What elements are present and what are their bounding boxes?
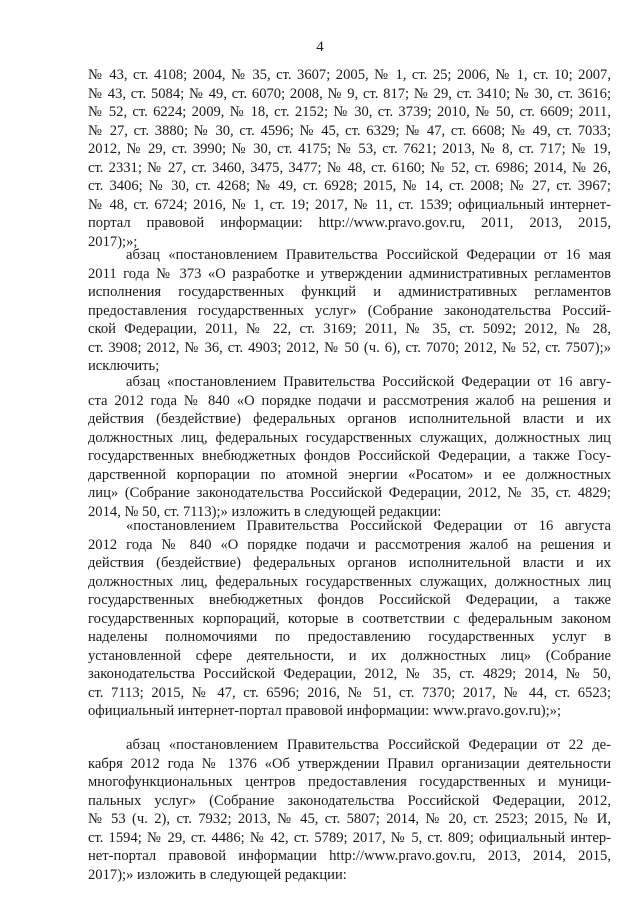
text-line: пальных услуг» (Собрание законодательства Российской Федерации, 2012, — [88, 792, 611, 809]
text-line: 2017);» изложить в следующей редакции: — [88, 866, 347, 883]
text-line: № 27, ст. 3880; № 30, ст. 4596; № 45, ст. 6329; № 47, ст. 6608; № 49, ст. 7033; — [88, 122, 611, 139]
paragraph-citations-continued — [88, 66, 611, 251]
text-line: наделены полномочиями по предоставлению государственных услуг в — [88, 629, 611, 645]
text-line: № 43, ст. 5084; № 49, ст. 6070; 2008, № 9, ст. 817; № 29, ст. 3410; № 30, ст. 3616; — [88, 85, 611, 102]
text-line: 2012, № 29, ст. 3990; № 30, ст. 4175; № 53, ст. 7621; 2013, № 8, ст. 717; № 19, — [88, 141, 611, 157]
text-line: ст. 7113; 2015, № 47, ст. 6596; 2016, № 51, ст. 7370; 2017, № 44, ст. 6523; — [88, 684, 611, 701]
text-line: абзац «постановлением Правительства Российской Федерации от 22 де- — [126, 737, 611, 753]
text-line: абзац «постановлением Правительства Российской Федерации от 16 мая — [126, 247, 611, 263]
text-line: должностных лиц, федеральных государственных служащих, должностных лиц — [88, 429, 611, 446]
text-line: портал правовой информации: http://www.pravo.gov.ru, 2011, 2013, 2015, — [88, 215, 611, 231]
text-line: ст. 1594; № 29, ст. 4486; № 42, ст. 5789; 2017, № 5, ст. 809; официальный интер- — [88, 829, 611, 846]
text-line: № 53 (ч. 2), ст. 7932; 2013, № 45, ст. 5807; 2014, № 20, ст. 2523; 2015, № И, — [88, 811, 611, 827]
text-line: ст. 3908; 2012, № 36, ст. 4903; 2012, № 50 (ч. 6), ст. 7070; 2012, № 52, ст. 7507);» — [88, 339, 611, 356]
text-line: предоставления государственных услуг» (Собрание законодательства Россий- — [88, 302, 611, 319]
paragraph-resolution-840 — [88, 373, 611, 521]
text-line: 2011 года № 373 «О разработке и утверждении административных регламентов — [88, 265, 611, 282]
text-line: нет-портал правовой информации http://www.pravo.gov.ru, 2013, 2014, 2015, — [88, 848, 611, 864]
text-line: «постановлением Правительства Российской Федерации от 16 августа — [126, 518, 611, 534]
text-line: действия (бездействие) федеральных органов исполнительной власти и их — [88, 411, 611, 427]
paragraph-resolution-1376 — [88, 736, 611, 884]
text-line: 2012 года № 840 «О порядке подачи и рассмотрения жалоб на решения и — [88, 536, 611, 553]
paragraph-resolution-840-new-wording — [88, 517, 611, 721]
text-line: государственных корпораций, которые в соответствии с федеральным законом — [88, 610, 611, 627]
text-line: 2014, № 50, ст. 7113);» изложить в следующей редакции: — [88, 503, 442, 520]
text-line: должностных лиц, федеральных государственных служащих, должностных лиц — [88, 573, 611, 590]
text-line: № 43, ст. 4108; 2004, № 35, ст. 3607; 2005, № 1, ст. 25; 2006, № 1, ст. 10; 2007, — [88, 67, 611, 83]
text-line: исполнения государственных функций и административных регламентов — [88, 284, 611, 300]
page-number: 4 — [316, 39, 324, 55]
text-line: дарственной корпорации по атомной энергии «Росатом» и ее должностных — [88, 466, 611, 483]
text-line: 2017);»; — [88, 233, 138, 250]
text-line: многофункциональных центров предоставления государственных и муници- — [88, 774, 611, 790]
text-line: официальный интернет-портал правовой информации: www.pravo.gov.ru);»; — [88, 703, 562, 719]
text-line: ской Федерации, 2011, № 22, ст. 3169; 2011, № 35, ст. 5092; 2012, № 28, — [88, 321, 611, 337]
text-line: государственных внебюджетных фондов Российской Федерации, а также — [88, 592, 611, 608]
text-line: установленной сфере деятельности, и их должностных лиц» (Собрание — [88, 647, 611, 664]
text-line: законодательства Российской Федерации, 2012, № 35, ст. 4829; 2014, № 50, — [88, 666, 611, 682]
text-line: № 48, ст. 6724; 2016, № 1, ст. 19; 2017, № 11, ст. 1539; официальный интернет- — [88, 196, 611, 213]
text-line: исключить; — [88, 358, 160, 374]
text-line: ста 2012 года № 840 «О порядке подачи и рассмотрения жалоб на решения и — [88, 392, 611, 409]
text-line: действия (бездействие) федеральных органов исполнительной власти и их — [88, 555, 611, 571]
text-line: № 52, ст. 6224; 2009, № 18, ст. 2152; № 30, ст. 3739; 2010, № 50, ст. 6609; 2011, — [88, 104, 611, 120]
text-line: абзац «постановлением Правительства Российской Федерации от 16 авгу- — [126, 374, 611, 390]
text-line: лиц» (Собрание законодательства Российской Федерации, 2012, № 35, ст. 4829; — [88, 485, 611, 501]
text-line: кабря 2012 года № 1376 «Об утверждении Правил организации деятельности — [88, 755, 611, 772]
text-line: ст. 3406; № 30, ст. 4268; № 49, ст. 6928; 2015, № 14, ст. 2008; № 27, ст. 3967; — [88, 178, 611, 194]
text-line: государственных внебюджетных фондов Российской Федерации, а также Госу- — [88, 448, 611, 464]
paragraph-resolution-373 — [88, 246, 611, 376]
text-line: ст. 2331; № 27, ст. 3460, 3475, 3477; № 48, ст. 6160; № 52, ст. 6986; 2014, № 26, — [88, 159, 611, 176]
